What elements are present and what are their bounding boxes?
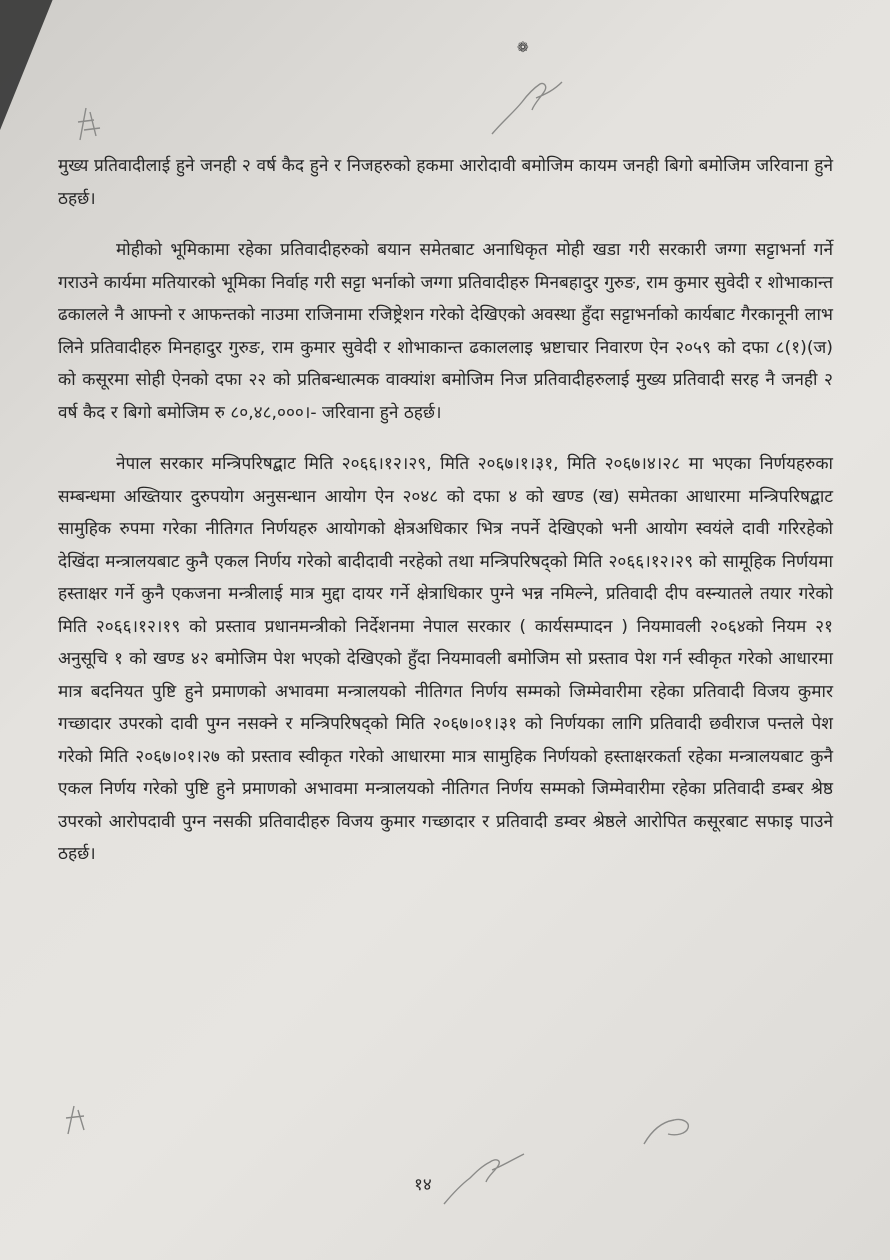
top-mark: ❁ <box>517 40 529 56</box>
handwritten-initial-top-left <box>72 100 112 150</box>
paragraph-cabinet-decisions: नेपाल सरकार मन्त्रिपरिषद्बाट मिति २०६६।१२।२९, मिति २०६७।१।३१, मिति २०६७।४।२८ मा भएका निर्णयहरुका सम्बन्धमा अख्तियार दुरुपयोग अनुसन्धान आयोग ऐन २०४८ को दफा ४ को खण्ड (ख) समेतका आधारमा मन्त्रिपरिषद्बाट सामुहिक रुपमा गरेका नीतिगत निर्णयहरु आयोगको क्षेत्रअधिकार भित्र नपर्ने देखिएको भनी आयोग स्वयंले दावी गरिरहेको देखिंदा मन्त्रालयबाट कुनै एकल निर्णय गरेको बादीदावी नरहेको तथा मन्त्रिपरिषद्को मिति २०६६।१२।२९ को सामूहिक निर्णयमा हस्ताक्षर गर्ने कुनै एकजना मन्त्रीलाई मात्र मुद्दा दायर गर्ने क्षेत्राधिकार पुग्ने भन्न नमिल्ने, प्रतिवादी दीप वस्न्यातले तयार गरेको मिति २०६६।१२।१९ को प्रस्ताव प्रधानमन्त्रीको निर्देशनमा नेपाल सरकार ( कार्यसम्पादन ) नियमावली २०६४को नियम २१ अनुसूचि १ को खण्ड ४२ बमोजिम पेश भएको देखिएको हुँदा नियमावली बमोजिम सो प्रस्ताव पेश गर्न स्वीकृत गरेको आधारमा मात्र बदनियत पुष्टि हुने प्रमाणको अभावमा मन्त्रालयको नीतिगत निर्णय सम्मको जिम्मेवारीमा रहेका प्रतिवादी विजय कुमार गच्छादार उपरको दावी पुग्न नसक्ने र मन्त्रिपरिषद्को मिति २०६७।०१।३१ को निर्णयका लागि प्रतिवादी छवीराज पन्तले पेश गरेको मिति २०६७।०१।२७ को प्रस्ताव स्वीकृत गरेको आधारमा मात्र सामुहिक निर्णयको हस्ताक्षरकर्ता रहेका मन्त्रालयबाट कुनै एकल निर्णय गरेको पुष्टि हुने प्रमाणको अभावमा मन्त्रालयको नीतिगत निर्णय सम्मको जिम्मेवारीमा रहेका प्रतिवादी डम्बर श्रेष्ठ उपरको आरोपदावी पुग्न नसकी प्रतिवादीहरु विजय कुमार गच्छादार र प्रतिवादी डम्वर श्रेष्ठले आरोपित कसूरबाट सफाइ पाउने ठहर्छ। <box>58 454 833 864</box>
page-number: १४ <box>414 1175 432 1195</box>
document-body <box>58 150 833 871</box>
handwritten-initial-bottom-left <box>60 1100 100 1140</box>
handwritten-signature-top <box>488 72 568 142</box>
paragraph-tenant-defendants: मोहीको भूमिकामा रहेका प्रतिवादीहरुको बयान समेतबाट अनाधिकृत मोही खडा गरी सरकारी जग्गा सट्टाभर्ना गर्ने गराउने कार्यमा मतियारको भूमिका निर्वाह गरी सट्टा भर्नाको जग्गा प्रतिवादीहरु मिनबहादुर गुरुङ, राम कुमार सुवेदी र शोभाकान्त ढकालले नै आफ्नो र आफन्तको नाउमा राजिनामा रजिष्ट्रेशन गरेको देखिएको अवस्था हुँदा सट्टाभर्नाको कार्यबाट गैरकानूनी लाभ लिने प्रतिवादीहरु मिनहादुर गुरुङ, राम कुमार सुवेदी र शोभाकान्त ढकाललाइ भ्रष्टाचार निवारण ऐन २०५९ को दफा ८(१)(ज) को कसूरमा सोही ऐनको दफा २२ को प्रतिबन्धात्मक वाक्यांश बमोजिम निज प्रतिवादीहरुलाई मुख्य प्रतिवादी सरह नै जनही २ वर्ष कैद र बिगो बमोजिम रु ८०,४८,०००।- जरिवाना हुने ठहर्छ। <box>58 240 833 423</box>
handwritten-mark-bottom-right <box>638 1112 698 1152</box>
page-edge-shadow <box>0 0 62 145</box>
paragraph-continuation: मुख्य प्रतिवादीलाई हुने जनही २ वर्ष कैद हुने र निजहरुको हकमा आरोदावी बमोजिम कायम जनही बिगो बमोजिम जरिवाना हुने ठहर्छ। <box>58 156 833 209</box>
handwritten-signature-bottom <box>440 1150 530 1210</box>
